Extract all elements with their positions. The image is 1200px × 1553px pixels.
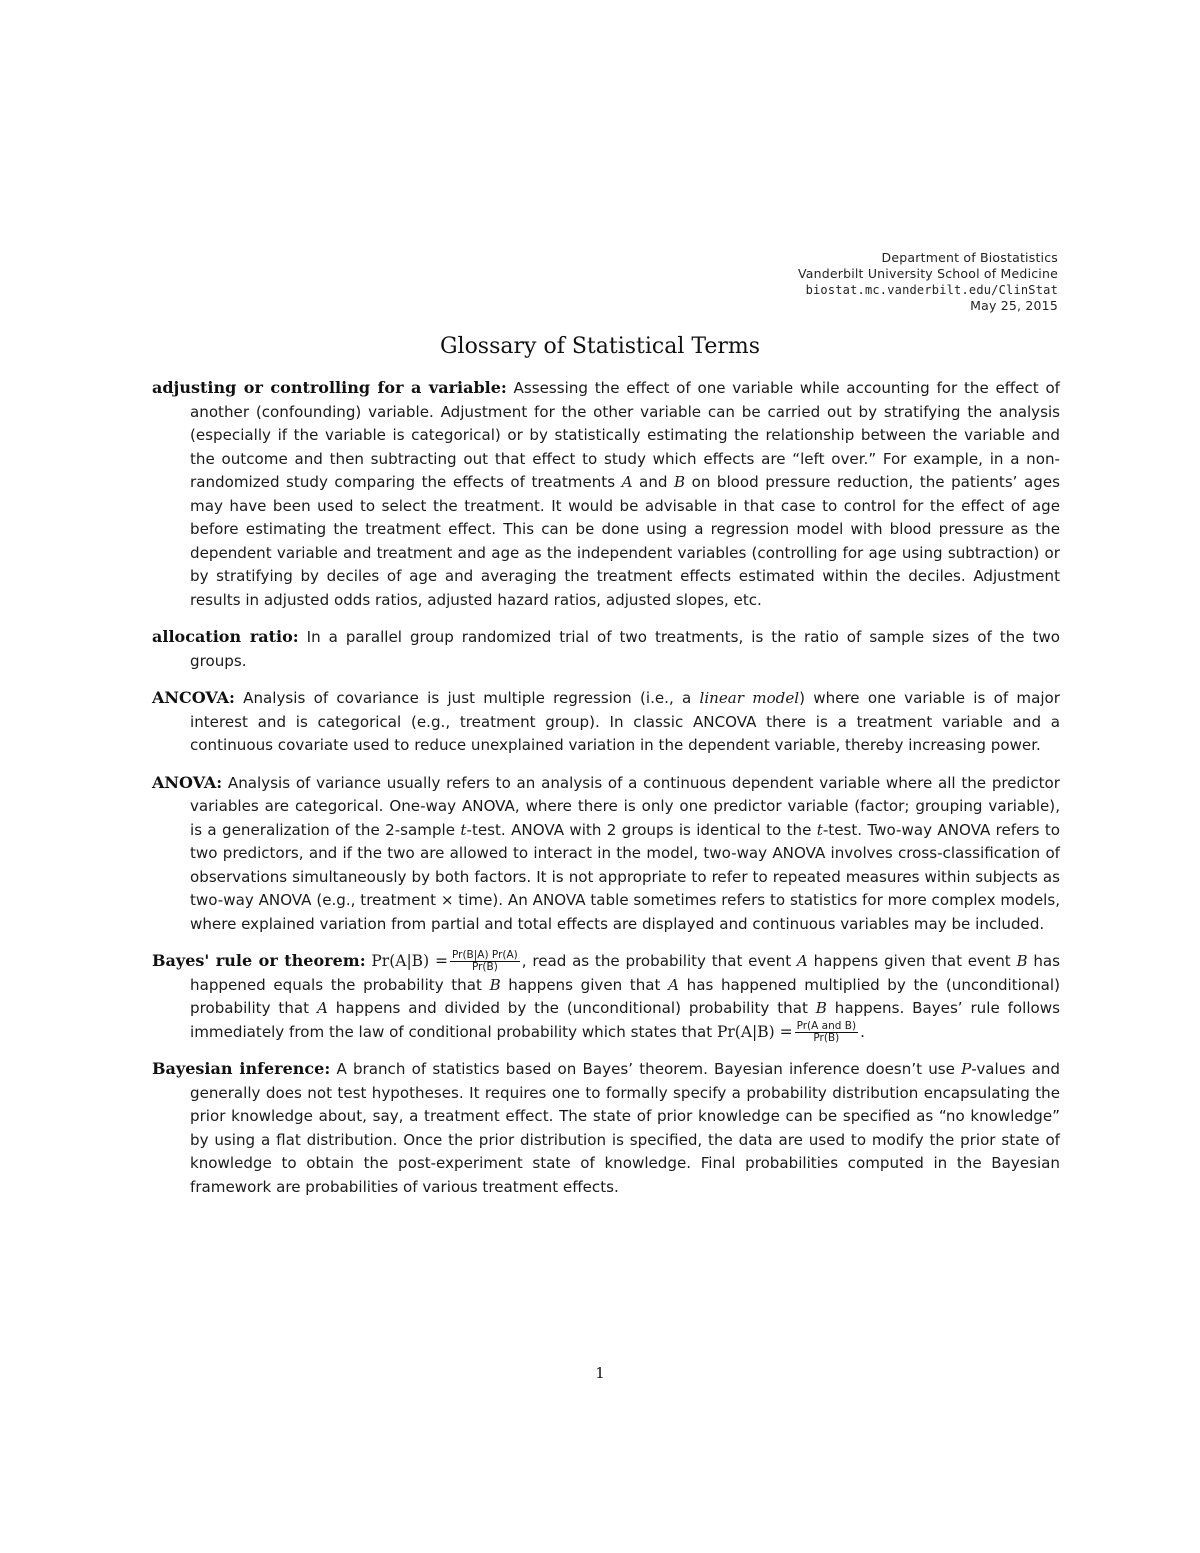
math-variable: B — [673, 473, 686, 491]
math-variable: A — [668, 975, 679, 994]
math-variable: t — [816, 820, 823, 839]
emphasis-text: linear model — [699, 689, 800, 707]
definition-text: and — [632, 473, 674, 491]
formula-fraction — [795, 1021, 858, 1044]
definition-text: A branch of statistics based on Bayes’ theorem. Bayesian inference doesn’t use — [330, 1060, 962, 1078]
glossary-entry-ancova — [152, 686, 1060, 758]
math-variable: A — [621, 473, 633, 491]
math-variable: A — [796, 952, 808, 970]
definition-text: -test. Two-way ANOVA refers to two predictors, and if the two are allowed to interact in the model, two-way ANOVA involves cross-classification of observations simultaneously by both factors. It is not appropriate to refer to repeated measures within subjects as two-way ANOVA (e.g., treatment × time). An ANOVA table sometimes refers to statistics for more complex models, where explained variation from partial and total effects are displayed and continuous variables may be included. — [190, 820, 1060, 933]
definition-text: , read as the probability that event — [521, 952, 797, 970]
definition-text: In a parallel group randomized trial of two treatments, is the ratio of sample sizes of the two groups. — [190, 628, 1061, 670]
definition-text: Assessing the effect of one variable while accounting for the effect of another (confounding) variable. Adjustment for the other variable can be carried out by stratifying the analysis (especially if the variable is categorical) or by statistically estimating the relationship between the variable and the outcome and then subtracting out that effect to study which effects are “left over.” For example, in a non-randomized study comparing the effects of treatments — [190, 379, 1060, 491]
definition-text: Analysis of variance usually refers to an analysis of a continuous dependent variable where all the predictor variables are categorical. One-way ANOVA, where there is only one predictor variable (factor; grouping variable), is a generalization of the 2-sample — [190, 773, 1060, 839]
math-variable: A — [316, 999, 328, 1017]
definition-text: . — [860, 1022, 865, 1041]
page-number: 1 — [595, 1364, 605, 1382]
department-name: Department of Biostatistics — [881, 250, 1058, 265]
glossary-term: Bayes' rule or theorem: — [152, 951, 366, 970]
glossary-term: Bayesian inference: — [152, 1059, 331, 1078]
formula-lhs: Pr(A|B) = — [716, 1022, 793, 1041]
fraction-numerator: Pr(B|A) Pr(A) — [452, 949, 518, 961]
definition-text: has happened multiplied by the (unconditional) probability that — [190, 975, 1060, 1017]
glossary-term: ANOVA: — [152, 772, 223, 792]
definition-text: happens and divided by the (unconditional) probability that — [327, 999, 816, 1017]
math-variable: B — [815, 999, 827, 1017]
document-date: May 25, 2015 — [970, 298, 1058, 313]
glossary-term: adjusting or controlling for a variable: — [152, 378, 507, 397]
glossary-term: allocation ratio: — [152, 627, 299, 646]
definition-text: -values and generally does not test hypotheses. It requires one to formally specify a probability distribution encapsulating the prior knowledge about, say, a treatment effect. The state of prior knowledge can be specified as “no knowledge” by using a flat distribution. Once the prior distribution is specified, the data are used to modify the prior state of knowledge to obtain the post-experiment state of knowledge. Final probabilities computed in the Bayesian framework are probabilities of various treatment effects. — [190, 1060, 1061, 1196]
definition-text: Analysis of covariance is just multiple regression (i.e., a — [234, 689, 700, 707]
definition-text: happens given that — [500, 975, 669, 994]
school-name: Vanderbilt University School of Medicine — [797, 266, 1058, 281]
glossary-entry-adjusting — [152, 376, 1060, 612]
math-variable: B — [1016, 952, 1028, 970]
definition-text: on blood pressure reduction, the patients’ ages may have been used to select the treatment. It would be advisable in that case to control for the effect of age before estimating the treatment effect. This can be done using a regression model with blood pressure as the dependent variable and treatment and age as the independent variables (controlling for age using subtraction) or by stratifying by deciles of age and averaging the treatment effects estimated within the deciles. Adjustment results in adjusted odds ratios, adjusted hazard ratios, adjusted slopes, etc. — [190, 473, 1060, 609]
fraction-numerator: Pr(A and B) — [796, 1019, 857, 1032]
website-url: biostat.mc.vanderbilt.edu/ClinStat — [805, 283, 1058, 297]
formula-lhs: Pr(A|B) = — [371, 952, 448, 970]
definition-text: ) where one variable is of major interest and is categorical (e.g., treatment group). In classic ANCOVA there is a treatment variable and a continuous covariate used to reduce unexplained variation in the dependent variable, thereby increasing power. — [190, 689, 1060, 754]
formula-fraction — [450, 950, 520, 973]
math-variable: P — [961, 1060, 972, 1078]
math-variable: t — [460, 820, 467, 839]
fraction-denominator: Pr(B) — [813, 1031, 840, 1044]
glossary-entry-bayesian-inference — [152, 1057, 1060, 1199]
glossary-term: ANCOVA: — [152, 688, 235, 707]
definition-text: happens. Bayes’ rule follows immediately from the law of conditional probability which states that — [190, 999, 1060, 1041]
definition-text: has happened equals the probability that — [190, 952, 1061, 994]
glossary-list — [152, 376, 1060, 1212]
document-header — [798, 250, 1058, 314]
math-variable: B — [489, 975, 501, 994]
definition-text: -test. ANOVA with 2 groups is identical to the — [466, 820, 817, 839]
definition-text: happens given that event — [807, 952, 1017, 970]
glossary-entry-anova — [152, 771, 1060, 937]
glossary-entry-allocation-ratio — [152, 625, 1060, 673]
fraction-denominator: Pr(B) — [471, 961, 498, 973]
page-title: Glossary of Statistical Terms — [439, 334, 761, 359]
glossary-entry-bayes-rule — [152, 949, 1060, 1044]
